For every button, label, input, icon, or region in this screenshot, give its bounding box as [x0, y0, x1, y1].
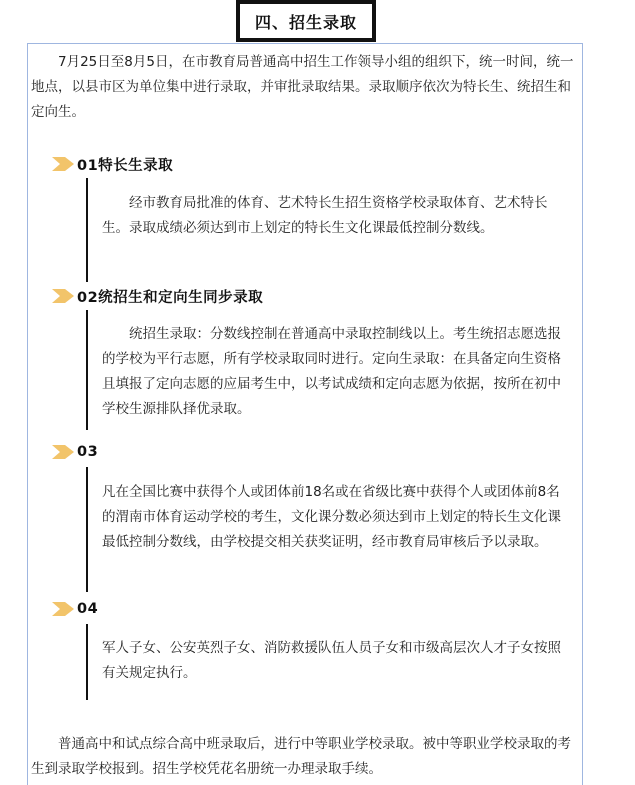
item-body: 经市教育局批准的体育、艺术特长生招生资格学校录取体育、艺术特长生。录取成绩必须达到市上划定的特长生文化课最低控制分数线。 — [102, 195, 548, 236]
item-divider-line — [86, 178, 88, 282]
item-heading-03 — [52, 442, 98, 462]
item-body: 军人子女、公安英烈子女、消防救援队伍人员子女和市级高层次人才子女按照有关规定执行。 — [102, 640, 561, 681]
item-title: 02统招生和定向生同步录取 — [77, 289, 264, 306]
item-body: 凡在全国比赛中获得个人或团体前18名或在省级比赛中获得个人或团体前8名的渭南市体育运动学校的考生，文化课分数必须达到市上划定的特长生文化课最低控制分数线，由学校提交相关获奖证明，经市教育局审核后予以录取。 — [102, 484, 561, 550]
item-body: 统招生录取：分数线控制在普通高中录取控制线以上。考生统招志愿选报的学校为平行志愿，所有学校录取同时进行。定向生录取：在具备定向生资格且填报了定向志愿的应届考生中，以考试成绩和定向志愿为依据，按所在初中学校生源排队择优录取。 — [102, 326, 561, 417]
chevron-right-icon — [52, 157, 74, 171]
item-divider-line — [86, 467, 88, 592]
section-title-box — [236, 0, 376, 42]
item-heading-04 — [52, 599, 98, 619]
item-title: 04 — [77, 601, 99, 617]
chevron-right-icon — [52, 445, 74, 459]
item-divider-line — [86, 624, 88, 700]
item-heading-02 — [52, 286, 263, 306]
closing-paragraph: 普通高中和试点综合高中班录取后，进行中等职业学校录取。被中等职业学校录取的考生到录取学校报到。招生学校凭花名册统一办理录取手续。 — [31, 736, 571, 777]
item-heading-01 — [52, 154, 173, 174]
chevron-right-icon — [52, 602, 74, 616]
item-divider-line — [86, 310, 88, 430]
item-title: 03 — [77, 444, 99, 460]
section-title: 四、招生录取 — [239, 3, 373, 39]
intro-paragraph: 7月25日至8月5日，在市教育局普通高中招生工作领导小组的组织下，统一时间，统一地点，以县市区为单位集中进行录取，并审批录取结果。录取顺序依次为特长生、统招生和定向生。 — [31, 54, 574, 120]
item-title: 01特长生录取 — [77, 157, 174, 174]
chevron-right-icon — [52, 289, 74, 303]
